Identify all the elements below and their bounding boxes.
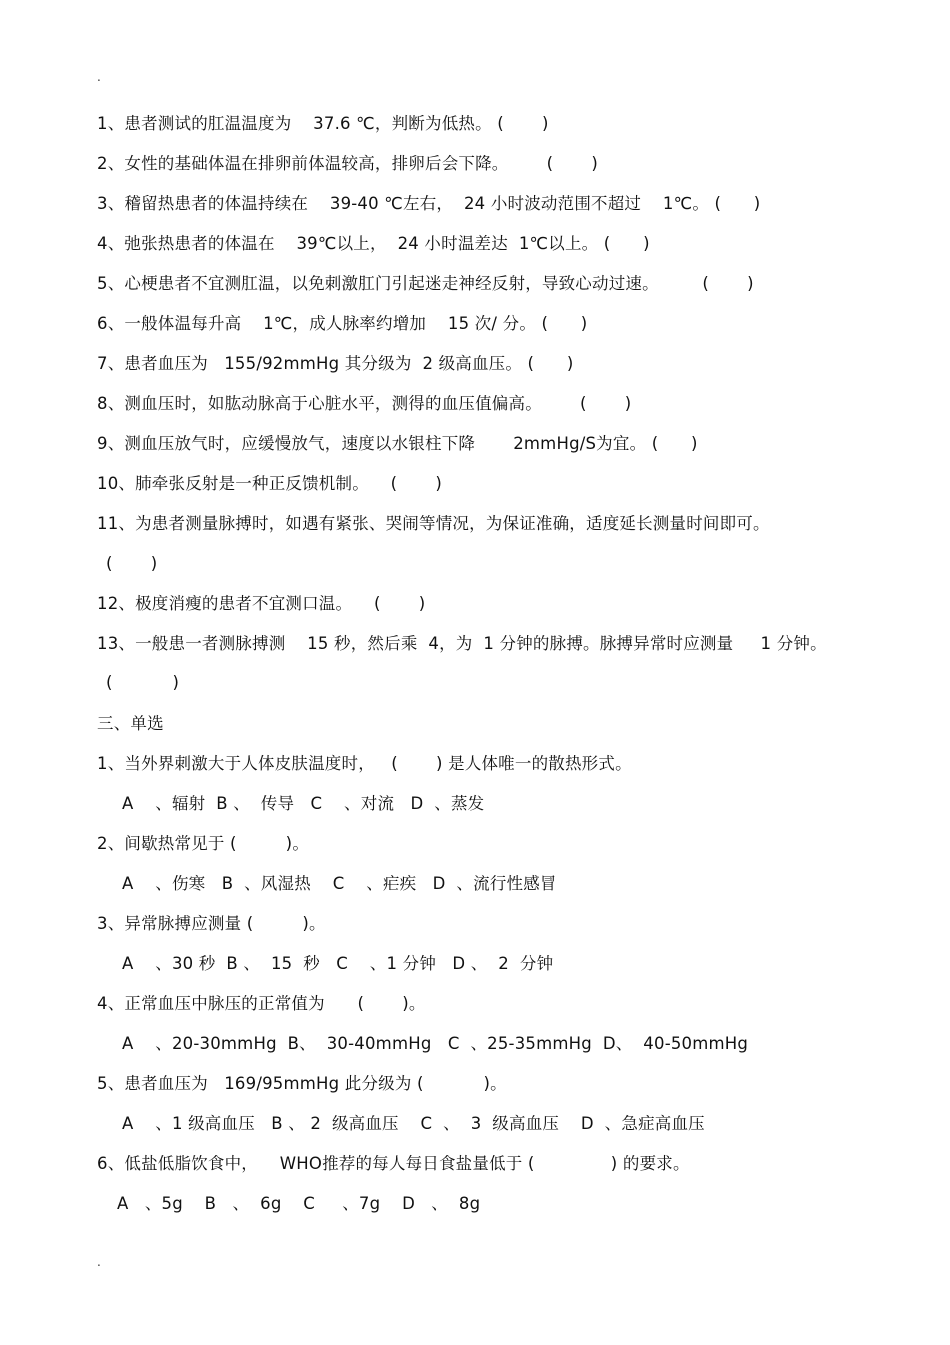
sc-options-4: A 、20-30mmHg B、 30-40mmHg C 、25-35mmHg D、 40-50mmHg (122, 1034, 749, 1053)
sc-options-5: A 、1 级高血压 B 、 2 级高血压 C 、 3 级高血压 D 、急症高血压 (122, 1114, 705, 1133)
tf-item-12: 12、极度消瘦的患者不宜测口温。 ( ) (97, 594, 426, 613)
sc-question-4: 4、正常血压中脉压的正常值为 ( )。 (97, 994, 426, 1013)
tf-item-11-answer-blank: ( ) (106, 554, 158, 573)
sc-question-1: 1、当外界刺激大于人体皮肤温度时， ( ) 是人体唯一的散热形式。 (97, 754, 632, 773)
tf-item-9: 9、测血压放气时，应缓慢放气，速度以水银柱下降 2mmHg/S为宜。 ( ) (97, 434, 698, 453)
tf-item-5: 5、心梗患者不宜测肛温，以免刺激肛门引起迷走神经反射，导致心动过速。 ( ) (97, 274, 754, 293)
tf-item-13: 13、一般患一者测脉搏测 15 秒，然后乘 4，为 1 分钟的脉搏。脉搏异常时应测量 1 分钟。 (97, 634, 827, 653)
tf-item-13-answer-blank: ( ) (106, 673, 180, 692)
tf-item-10: 10、肺牵张反射是一种正反馈机制。 ( ) (97, 474, 443, 493)
tf-item-4: 4、弛张热患者的体温在 39℃以上， 24 小时温差达 1℃以上。 ( ) (97, 234, 650, 253)
tf-item-6: 6、一般体温每升高 1℃，成人脉率约增加 15 次/ 分。 ( ) (97, 314, 588, 333)
sc-question-6: 6、低盐低脂饮食中， WHO推荐的每人每日食盐量低于 ( ) 的要求。 (97, 1154, 690, 1173)
sc-options-1: A 、辐射 B 、 传导 C 、对流 D 、蒸发 (122, 794, 485, 813)
bottom-dot-mark: . (97, 1255, 101, 1269)
sc-question-3: 3、异常脉搏应测量 ( )。 (97, 914, 326, 933)
tf-item-3: 3、稽留热患者的体温持续在 39-40 ℃左右， 24 小时波动范围不超过 1℃。 ( ) (97, 194, 761, 213)
tf-item-1: 1、患者测试的肛温温度为 37.6 ℃，判断为低热。 ( ) (97, 114, 549, 133)
tf-item-8: 8、测血压时，如肱动脉高于心脏水平，测得的血压值偏高。 ( ) (97, 394, 632, 413)
tf-item-11: 11、为患者测量脉搏时，如遇有紧张、哭闹等情况，为保证准确，适度延长测量时间即可。 (97, 514, 770, 533)
sc-options-3: A 、30 秒 B 、 15 秒 C 、1 分钟 D 、 2 分钟 (122, 954, 554, 973)
sc-question-2: 2、间歇热常见于 ( )。 (97, 834, 310, 853)
sc-options-2: A 、伤寒 B 、风湿热 C 、疟疾 D 、流行性感冒 (122, 874, 557, 893)
sc-options-6: A 、5g B 、 6g C 、7g D 、 8g (117, 1194, 481, 1213)
tf-item-2: 2、女性的基础体温在排卵前体温较高，排卵后会下降。 ( ) (97, 154, 599, 173)
top-dot-mark: . (97, 70, 101, 84)
section-title-single-choice: 三、单选 (97, 714, 164, 733)
tf-item-7: 7、患者血压为 155/92mmHg 其分级为 2 级高血压。 ( ) (97, 354, 574, 373)
sc-question-5: 5、患者血压为 169/95mmHg 此分级为 ( )。 (97, 1074, 507, 1093)
